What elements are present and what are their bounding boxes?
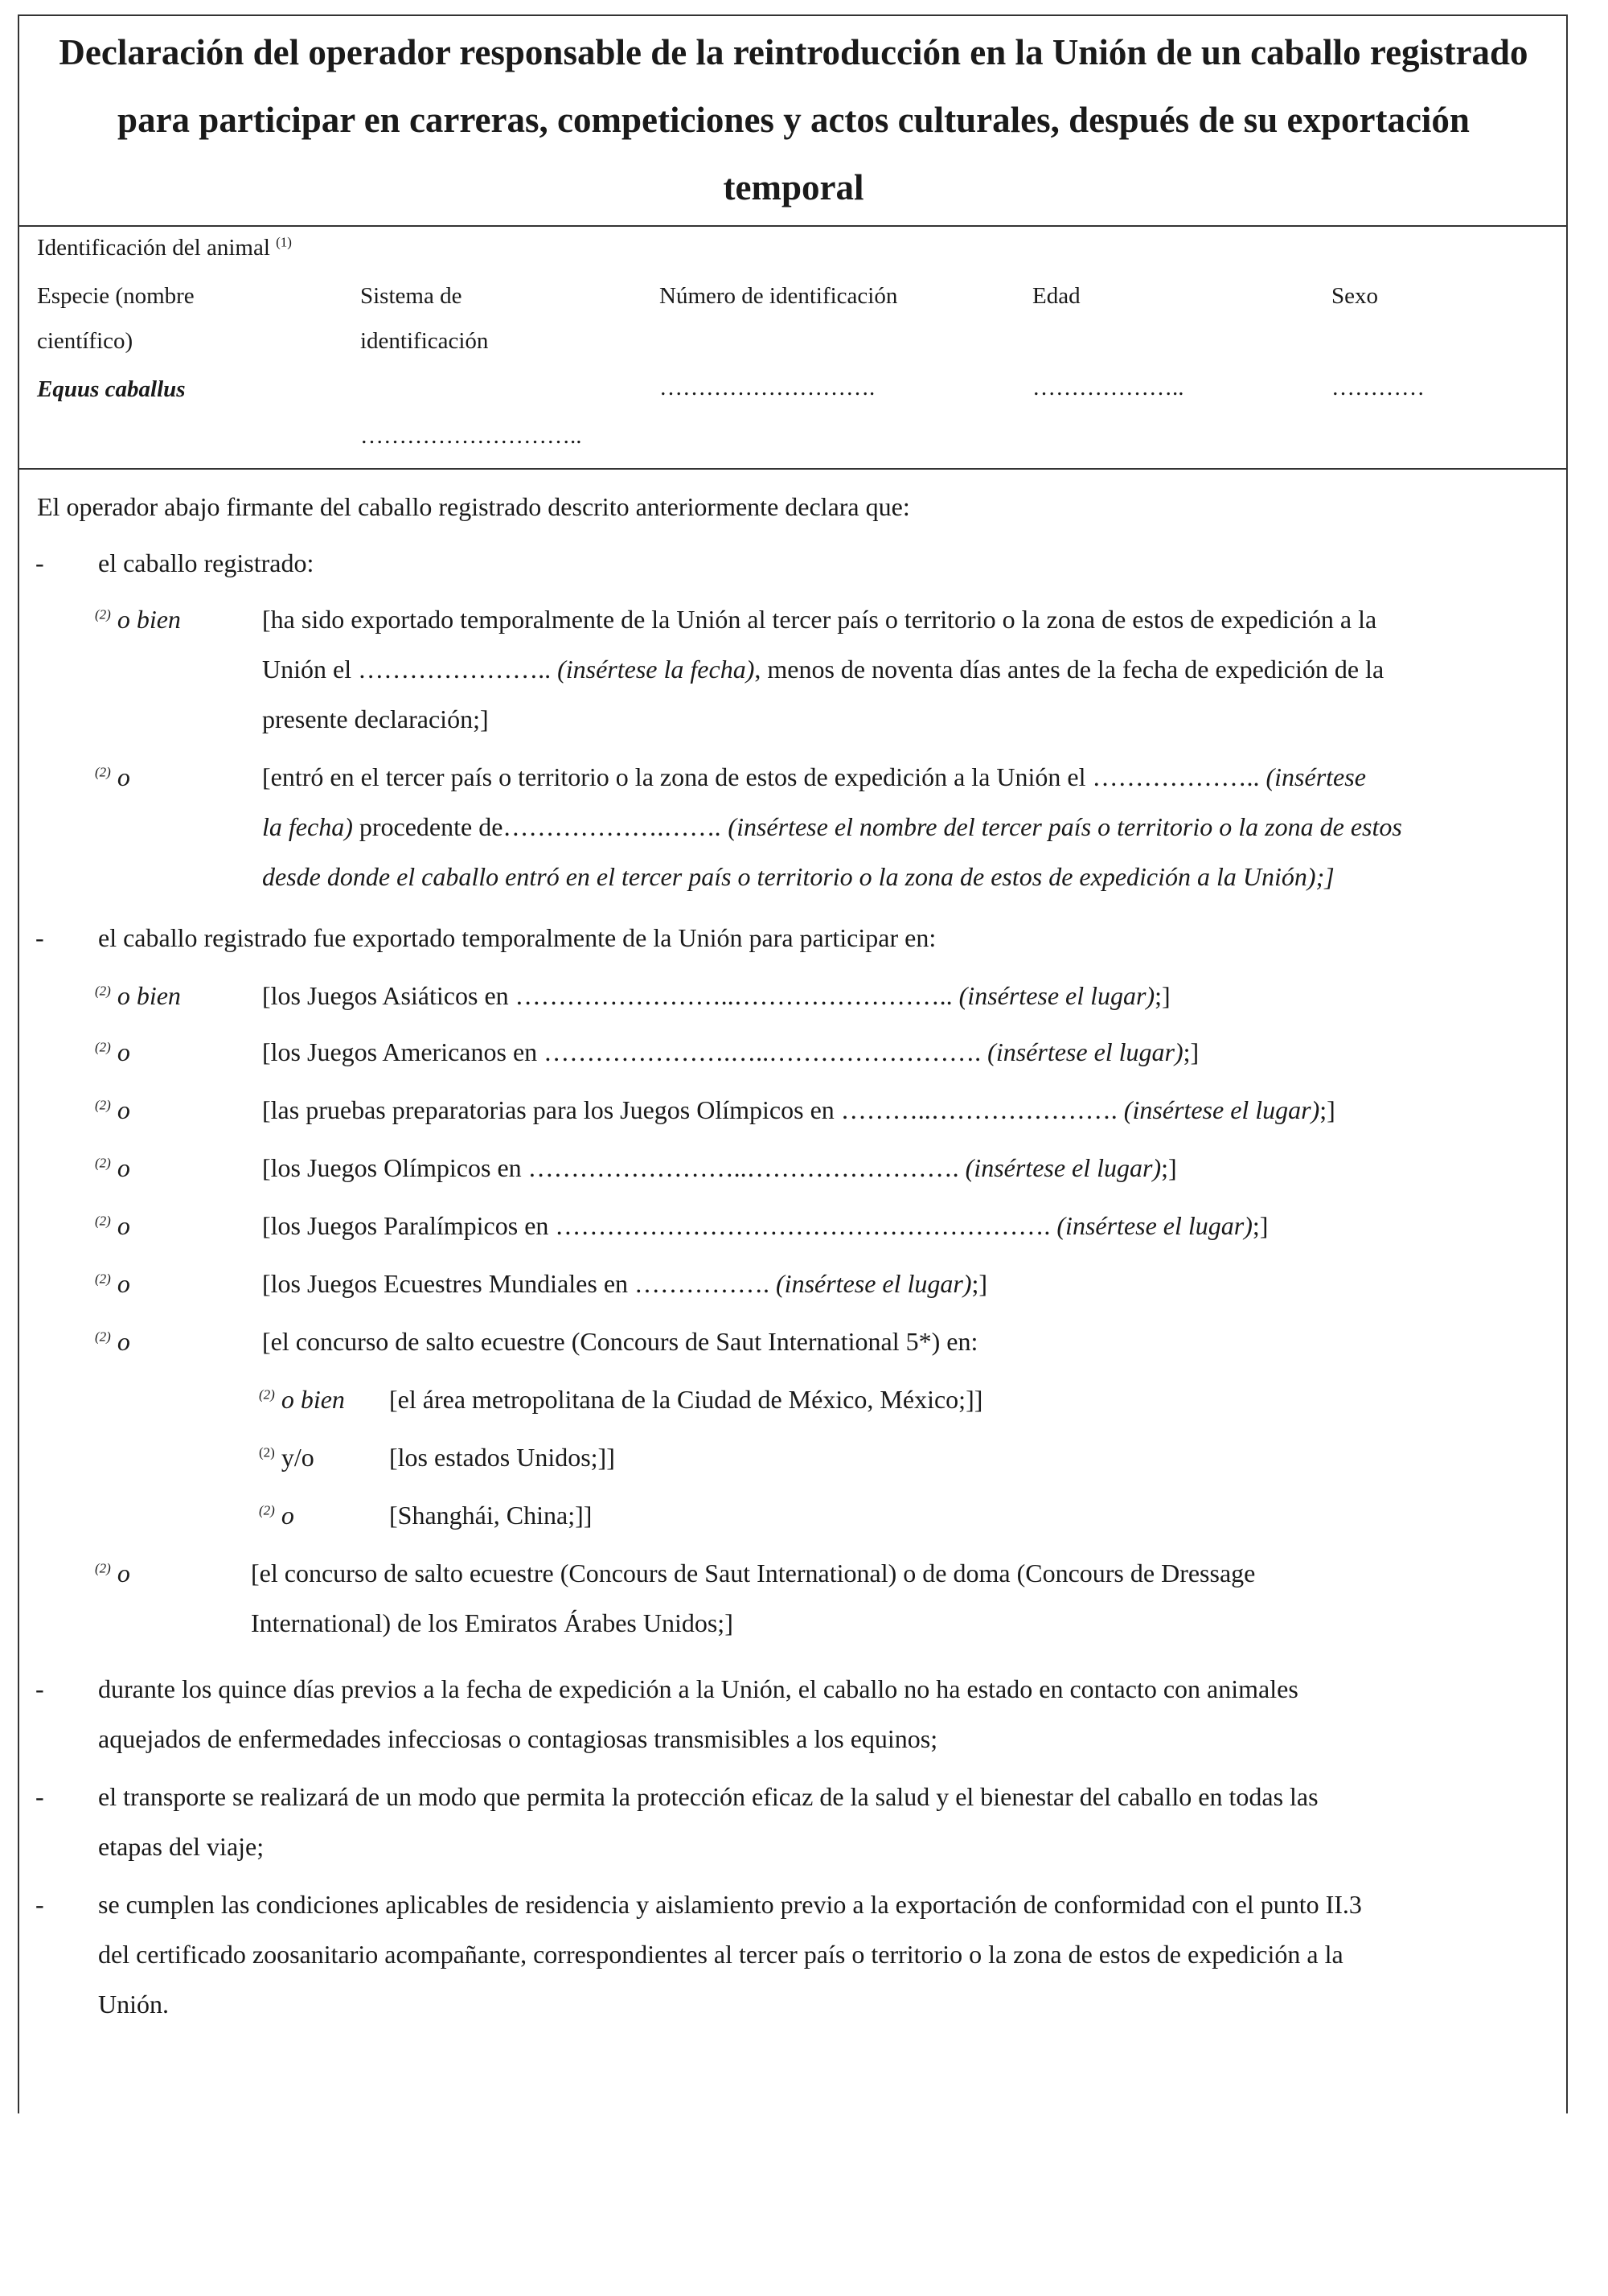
col-number-label: Número de identificación (659, 283, 898, 309)
footnote-marker: (2) (95, 764, 111, 780)
event-paralympic-games[interactable] (262, 1211, 1268, 1241)
item-residence-line1: se cumplen las condiciones aplicables de residencia y aislamiento previo a la exportación de conformidad con el punto II.3 (98, 1890, 1362, 1919)
option-text: , menos de noventa días antes de la fecha de expedición de la (754, 655, 1384, 684)
system-field[interactable]: ……………………….. (360, 423, 582, 449)
option-label: y/o (281, 1443, 314, 1472)
insert-place-hint: (insértese el lugar) (776, 1269, 972, 1298)
bullet-dash: - (35, 923, 44, 952)
option-entered-line1 (262, 762, 1366, 792)
footnote-marker: (2) (95, 1560, 111, 1576)
event-text: [los Juegos Americanos en ………………….…..……………………. (262, 1037, 982, 1066)
option-exported-line3: presente declaración;] (262, 704, 489, 733)
event-marker (95, 1211, 130, 1241)
event-uae-line1[interactable]: [el concurso de salto ecuestre (Concours de Saut International) o de doma (Concours de Dressage (251, 1559, 1256, 1587)
event-marker (95, 1153, 130, 1183)
sub-event-marker (259, 1385, 345, 1415)
bullet-dash: - (35, 1782, 44, 1811)
item-residence-line2: del certificado zoosanitario acompañante, correspondientes al tercer país o territorio o la zona de estos de expedición a la (98, 1940, 1343, 1969)
date-field[interactable]: Unión el ………………….. (262, 655, 552, 684)
option-text: [entró en el tercer país o territorio o la zona de estos de expedición a la Unión el ……………….. (262, 762, 1260, 791)
event-end: ;] (971, 1269, 988, 1298)
event-marker (95, 1037, 130, 1067)
footnote-marker: (2) (95, 983, 111, 999)
item-residence-line3: Unión. (98, 1990, 169, 2019)
option-exported-line1: [ha sido exportado temporalmente de la Unión al tercer país o territorio o la zona de estos de expedición a la (262, 605, 1377, 634)
event-uae-line2: International) de los Emiratos Árabes Unidos;] (251, 1608, 733, 1637)
option-marker (95, 762, 130, 792)
item-transport-line2: etapas del viaje; (98, 1832, 265, 1861)
insert-place-hint: (insértese el lugar) (958, 981, 1155, 1010)
declaration-intro: El operador abajo firmante del caballo registrado descrito anteriormente declara que: (37, 492, 910, 521)
event-olympic-games[interactable] (262, 1153, 1177, 1183)
sub-event-mexico[interactable]: [el área metropolitana de la Ciudad de México, México;]] (389, 1385, 983, 1414)
event-end: ;] (1319, 1095, 1335, 1124)
event-marker (95, 981, 181, 1011)
option-label: o bien (281, 1385, 345, 1414)
option-entered-line3: desde donde el caballo entró en el tercer país o territorio o la zona de estos de expedición a la Unión);] (262, 862, 1335, 891)
item-no-contact-line1: durante los quince días previos a la fecha de expedición a la Unión, el caballo no ha estado en contacto con animales (98, 1674, 1298, 1703)
event-end: ;] (1252, 1211, 1269, 1240)
sub-event-marker (259, 1501, 294, 1530)
insert-country-hint: . (insértese el nombre del tercer país o territorio o la zona de estos (715, 812, 1402, 841)
country-field[interactable]: procedente de……………….…… (352, 812, 716, 841)
item-exported-for: el caballo registrado fue exportado temporalmente de la Unión para participar en: (98, 923, 937, 952)
event-text: [los Juegos Olímpicos en ……………………..……………………. (262, 1153, 959, 1182)
option-marker (95, 605, 181, 635)
footnote-marker: (2) (95, 1213, 111, 1229)
item-no-contact-line2: aquejados de enfermedades infecciosas o contagiosas transmisibles a los equinos; (98, 1724, 938, 1753)
option-label: o (117, 1095, 130, 1124)
event-marker (95, 1269, 130, 1299)
option-exported-line2 (262, 655, 1384, 684)
footnote-marker: (2) (95, 1097, 111, 1113)
footnote-marker: (2) (95, 1039, 111, 1055)
insert-date-hint: (insértese la fecha) (557, 655, 755, 684)
event-marker (95, 1095, 130, 1125)
age-field[interactable]: ……………….. (1032, 375, 1184, 400)
event-olympic-trials[interactable] (262, 1095, 1335, 1125)
insert-place-hint: (insértese el lugar) (1123, 1095, 1320, 1124)
identification-heading-text: Identificación del animal (37, 235, 270, 261)
event-end: ;] (1155, 981, 1171, 1010)
event-text: [las pruebas preparatorias para los Juegos Olímpicos en ………..…………………. (262, 1095, 1118, 1124)
footnote-marker: (2) (259, 1444, 275, 1460)
event-marker (95, 1559, 130, 1588)
footnote-marker: (2) (95, 1271, 111, 1287)
insert-place-hint: (insértese el lugar) (987, 1037, 1183, 1066)
sub-event-united-states[interactable]: [los estados Unidos;]] (389, 1443, 615, 1472)
option-label: o (117, 762, 130, 791)
option-label: o bien (117, 981, 181, 1010)
option-label: o (281, 1501, 294, 1530)
event-equestrian-games[interactable] (262, 1269, 987, 1299)
event-text: [los Juegos Paralímpicos en …………………………………………………. (262, 1211, 1051, 1240)
option-entered-line2 (262, 812, 1402, 842)
option-label: o (117, 1211, 130, 1240)
footnote-marker: (2) (95, 1155, 111, 1171)
item-horse-registered: el caballo registrado: (98, 548, 314, 577)
event-text: [los Juegos Ecuestres Mundiales en ……………. (262, 1269, 770, 1298)
event-end: ;] (1161, 1153, 1177, 1182)
col-system-label: Sistema de (360, 283, 462, 309)
insert-place-hint: (insértese el lugar) (965, 1153, 1162, 1182)
option-label: o (117, 1153, 130, 1182)
insert-date-hint: (insértese (1265, 762, 1366, 791)
event-american-games[interactable] (262, 1037, 1199, 1067)
number-field[interactable]: ………………………. (659, 375, 876, 400)
bullet-dash: - (35, 548, 44, 577)
item-transport-line1: el transporte se realizará de un modo que permita la protección eficaz de la salud y el bienestar del caballo en todas las (98, 1782, 1319, 1811)
footnote-marker: (2) (259, 1386, 275, 1403)
event-text: [los Juegos Asiáticos en ……………………..…………………….. (262, 981, 953, 1010)
col-system-label-2: identificación (360, 328, 489, 354)
option-label: o (117, 1037, 130, 1066)
footnote-marker: (2) (259, 1502, 275, 1518)
col-species-label: Especie (nombre (37, 283, 195, 309)
sub-event-marker (259, 1443, 314, 1472)
sub-event-shanghai[interactable]: [Shanghái, China;]] (389, 1501, 593, 1530)
insert-date-hint: la fecha) (262, 812, 353, 841)
option-label: o bien (117, 605, 181, 634)
option-label: o (117, 1327, 130, 1356)
bullet-dash: - (35, 1890, 44, 1919)
event-asian-games[interactable] (262, 981, 1171, 1011)
option-label: o (117, 1559, 130, 1587)
col-sex-label: Sexo (1331, 283, 1378, 309)
footnote-marker: (2) (95, 1329, 111, 1345)
event-marker (95, 1327, 130, 1357)
bullet-dash: - (35, 1674, 44, 1703)
option-label: o (117, 1269, 130, 1298)
event-end: ;] (1183, 1037, 1200, 1066)
footnote-marker: (1) (276, 234, 292, 250)
insert-place-hint: (insértese el lugar) (1056, 1211, 1253, 1240)
species-value: Equus caballus (37, 376, 186, 402)
col-age-label: Edad (1032, 283, 1081, 309)
page-title: Declaración del operador responsable de la reintroducción en la Unión de un caballo registrado para participar en carreras, competiciones y actos culturales, después de su exportación temporal (59, 32, 1528, 207)
sex-field[interactable]: ………… (1331, 375, 1425, 400)
col-species-label-2: científico) (37, 328, 133, 354)
event-show-jumping[interactable]: [el concurso de salto ecuestre (Concours de Saut International 5*) en: (262, 1327, 978, 1356)
footnote-marker: (2) (95, 606, 111, 622)
